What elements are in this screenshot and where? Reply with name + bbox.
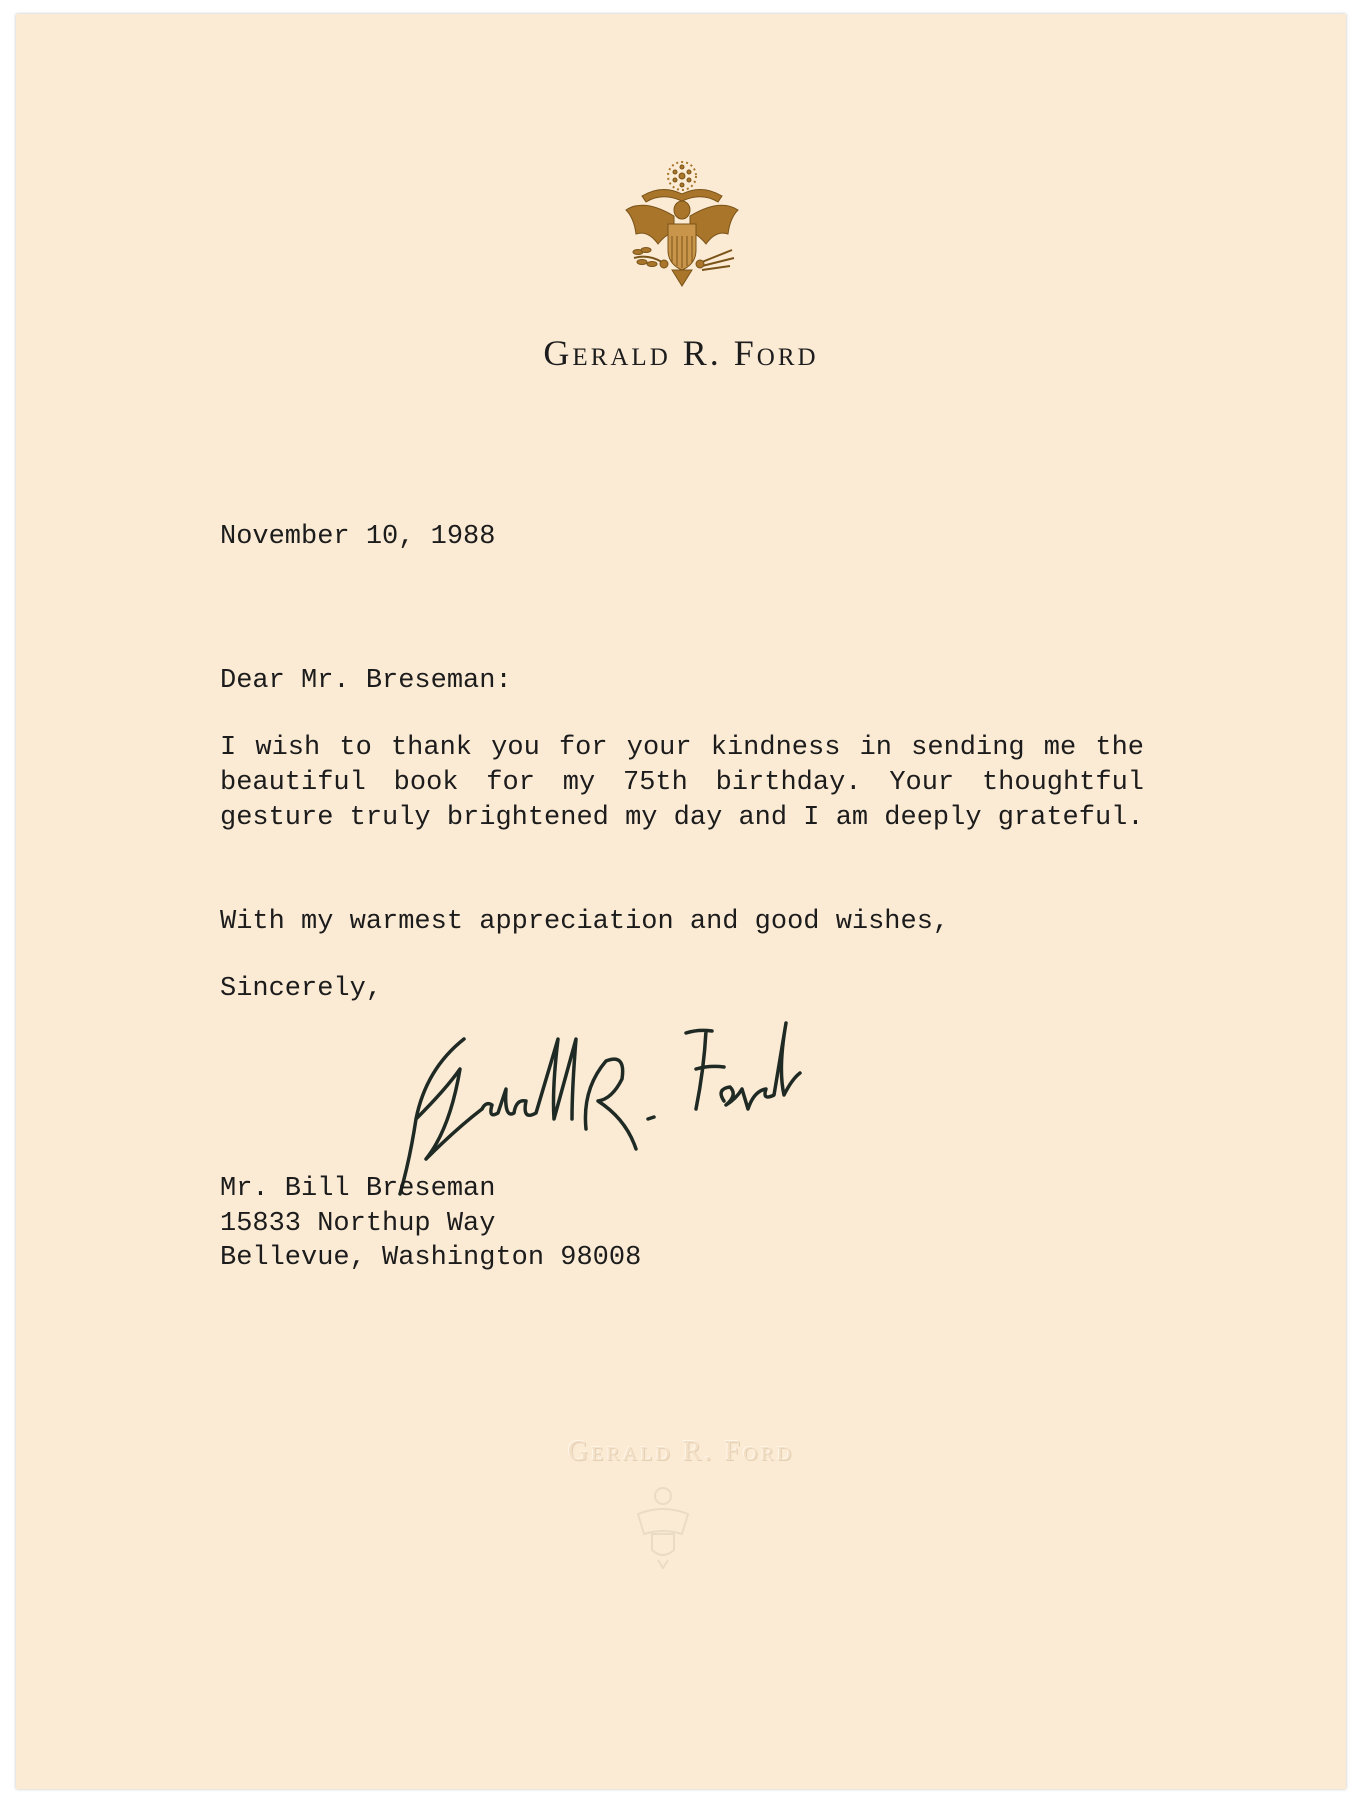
recipient-city: Bellevue, Washington 98008 bbox=[220, 1243, 642, 1273]
recipient-street: 15833 Northup Way bbox=[220, 1209, 496, 1239]
letterhead-name: Gerald R. Ford bbox=[543, 333, 819, 373]
recipient-name: Mr. Bill Breseman bbox=[220, 1174, 496, 1204]
presidential-eagle-seal-icon bbox=[614, 154, 750, 304]
closing-line: With my warmest appreciation and good wishes, bbox=[220, 907, 950, 937]
embossed-seal-icon bbox=[628, 1484, 698, 1569]
letter-body-paragraph: I wish to thank you for your kindness in sending me the beautiful book for my 75th birthday. Your thoughtful gesture truly brightened my day and I am deeply grateful. bbox=[220, 733, 1144, 833]
letter-sheet bbox=[16, 14, 1346, 1789]
salutation: Dear Mr. Breseman: bbox=[220, 666, 512, 696]
embossed-name: Gerald R. Ford bbox=[567, 1436, 795, 1467]
sign-off: Sincerely, bbox=[220, 974, 383, 1004]
letter-date: November 10, 1988 bbox=[220, 522, 496, 552]
